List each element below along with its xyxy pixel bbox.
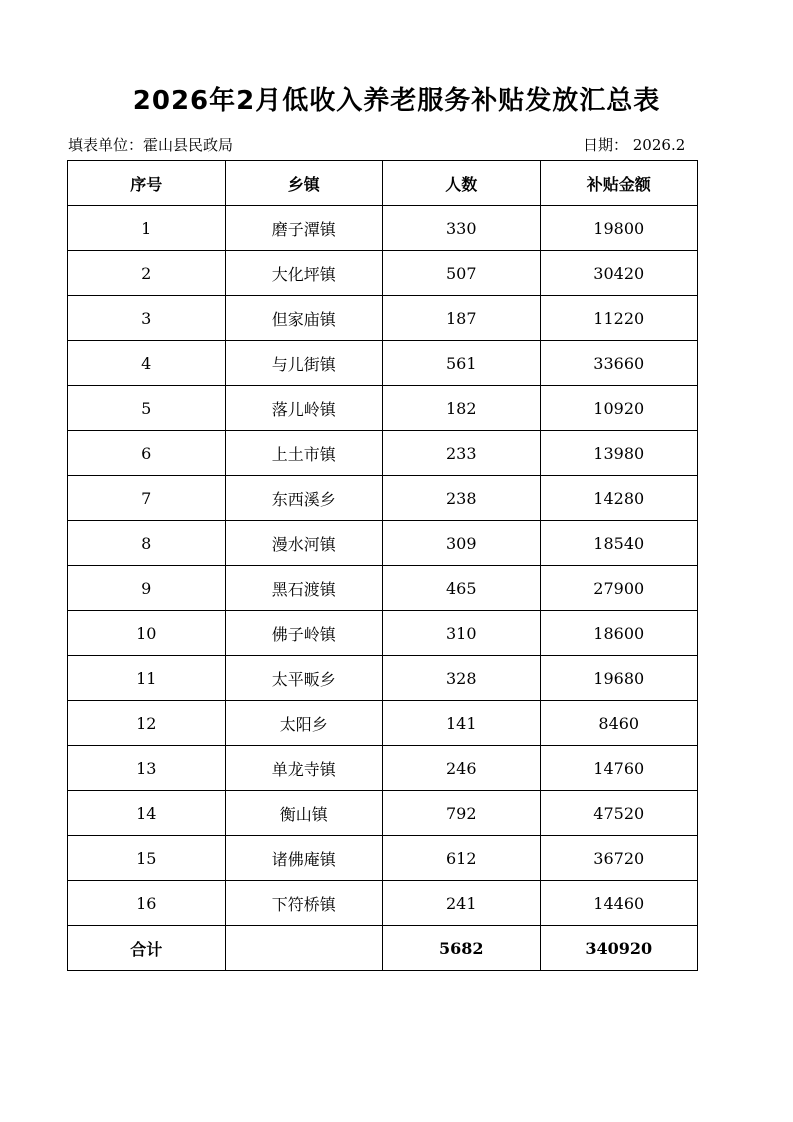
cell-amount: 14280 xyxy=(540,476,698,521)
cell-people: 792 xyxy=(383,791,541,836)
table-row xyxy=(68,521,698,566)
table-row xyxy=(68,566,698,611)
cell-amount: 18600 xyxy=(540,611,698,656)
cell-township: 太平畈乡 xyxy=(225,656,383,701)
cell-amount: 47520 xyxy=(540,791,698,836)
cell-seq: 14 xyxy=(68,791,226,836)
cell-amount: 8460 xyxy=(540,701,698,746)
cell-people: 141 xyxy=(383,701,541,746)
cell-seq: 2 xyxy=(68,251,226,296)
page-title: 2026年2月低收入养老服务补贴发放汇总表 xyxy=(132,86,661,116)
cell-seq: 16 xyxy=(68,881,226,926)
cell-people: 507 xyxy=(383,251,541,296)
cell-amount: 30420 xyxy=(540,251,698,296)
cell-township: 单龙寺镇 xyxy=(225,746,383,791)
table-row xyxy=(68,251,698,296)
filing-unit-label: 填表单位：霍山县民政局 xyxy=(68,136,234,154)
cell-township: 大化坪镇 xyxy=(225,251,383,296)
cell-seq: 6 xyxy=(68,431,226,476)
cell-seq: 5 xyxy=(68,386,226,431)
cell-township: 黑石渡镇 xyxy=(225,566,383,611)
cell-township: 但家庙镇 xyxy=(225,296,383,341)
table-row xyxy=(68,341,698,386)
header-seq: 序号 xyxy=(68,161,226,206)
cell-seq: 1 xyxy=(68,206,226,251)
table-row xyxy=(68,476,698,521)
table-row xyxy=(68,791,698,836)
cell-township: 落儿岭镇 xyxy=(225,386,383,431)
cell-people: 182 xyxy=(383,386,541,431)
cell-seq: 9 xyxy=(68,566,226,611)
cell-township: 漫水河镇 xyxy=(225,521,383,566)
table-row xyxy=(68,611,698,656)
cell-township: 东西溪乡 xyxy=(225,476,383,521)
cell-people: 187 xyxy=(383,296,541,341)
header-township: 乡镇 xyxy=(225,161,383,206)
cell-township: 上土市镇 xyxy=(225,431,383,476)
cell-amount: 27900 xyxy=(540,566,698,611)
cell-amount: 11220 xyxy=(540,296,698,341)
cell-township: 太阳乡 xyxy=(225,701,383,746)
cell-people: 241 xyxy=(383,881,541,926)
cell-people: 561 xyxy=(383,341,541,386)
cell-people: 246 xyxy=(383,746,541,791)
cell-people: 309 xyxy=(383,521,541,566)
table-header-row xyxy=(68,161,698,206)
cell-township: 与儿街镇 xyxy=(225,341,383,386)
cell-seq: 11 xyxy=(68,656,226,701)
table-row xyxy=(68,746,698,791)
cell-township: 佛子岭镇 xyxy=(225,611,383,656)
cell-amount: 14460 xyxy=(540,881,698,926)
cell-seq: 8 xyxy=(68,521,226,566)
cell-seq: 4 xyxy=(68,341,226,386)
cell-amount: 19680 xyxy=(540,656,698,701)
cell-seq: 10 xyxy=(68,611,226,656)
table-row xyxy=(68,206,698,251)
total-township xyxy=(225,926,383,971)
cell-people: 330 xyxy=(383,206,541,251)
date-label: 日期： 2026.2 xyxy=(583,136,686,154)
table-row xyxy=(68,386,698,431)
cell-people: 328 xyxy=(383,656,541,701)
total-row xyxy=(68,926,698,971)
subsidy-summary-table xyxy=(67,160,698,971)
cell-township: 诸佛庵镇 xyxy=(225,836,383,881)
table-row xyxy=(68,656,698,701)
cell-amount: 36720 xyxy=(540,836,698,881)
cell-people: 465 xyxy=(383,566,541,611)
table-row xyxy=(68,296,698,341)
table-row xyxy=(68,881,698,926)
table-row xyxy=(68,836,698,881)
cell-seq: 15 xyxy=(68,836,226,881)
cell-seq: 12 xyxy=(68,701,226,746)
cell-amount: 33660 xyxy=(540,341,698,386)
table-row xyxy=(68,431,698,476)
cell-amount: 14760 xyxy=(540,746,698,791)
header-amount: 补贴金额 xyxy=(540,161,698,206)
cell-people: 238 xyxy=(383,476,541,521)
cell-people: 310 xyxy=(383,611,541,656)
cell-seq: 13 xyxy=(68,746,226,791)
cell-amount: 19800 xyxy=(540,206,698,251)
cell-seq: 3 xyxy=(68,296,226,341)
total-amount: 340920 xyxy=(540,926,698,971)
cell-township: 下符桥镇 xyxy=(225,881,383,926)
cell-township: 磨子潭镇 xyxy=(225,206,383,251)
cell-amount: 10920 xyxy=(540,386,698,431)
cell-people: 233 xyxy=(383,431,541,476)
total-label: 合计 xyxy=(68,926,226,971)
cell-amount: 18540 xyxy=(540,521,698,566)
cell-people: 612 xyxy=(383,836,541,881)
table-row xyxy=(68,701,698,746)
total-people: 5682 xyxy=(383,926,541,971)
cell-amount: 13980 xyxy=(540,431,698,476)
header-people: 人数 xyxy=(383,161,541,206)
cell-township: 衡山镇 xyxy=(225,791,383,836)
cell-seq: 7 xyxy=(68,476,226,521)
